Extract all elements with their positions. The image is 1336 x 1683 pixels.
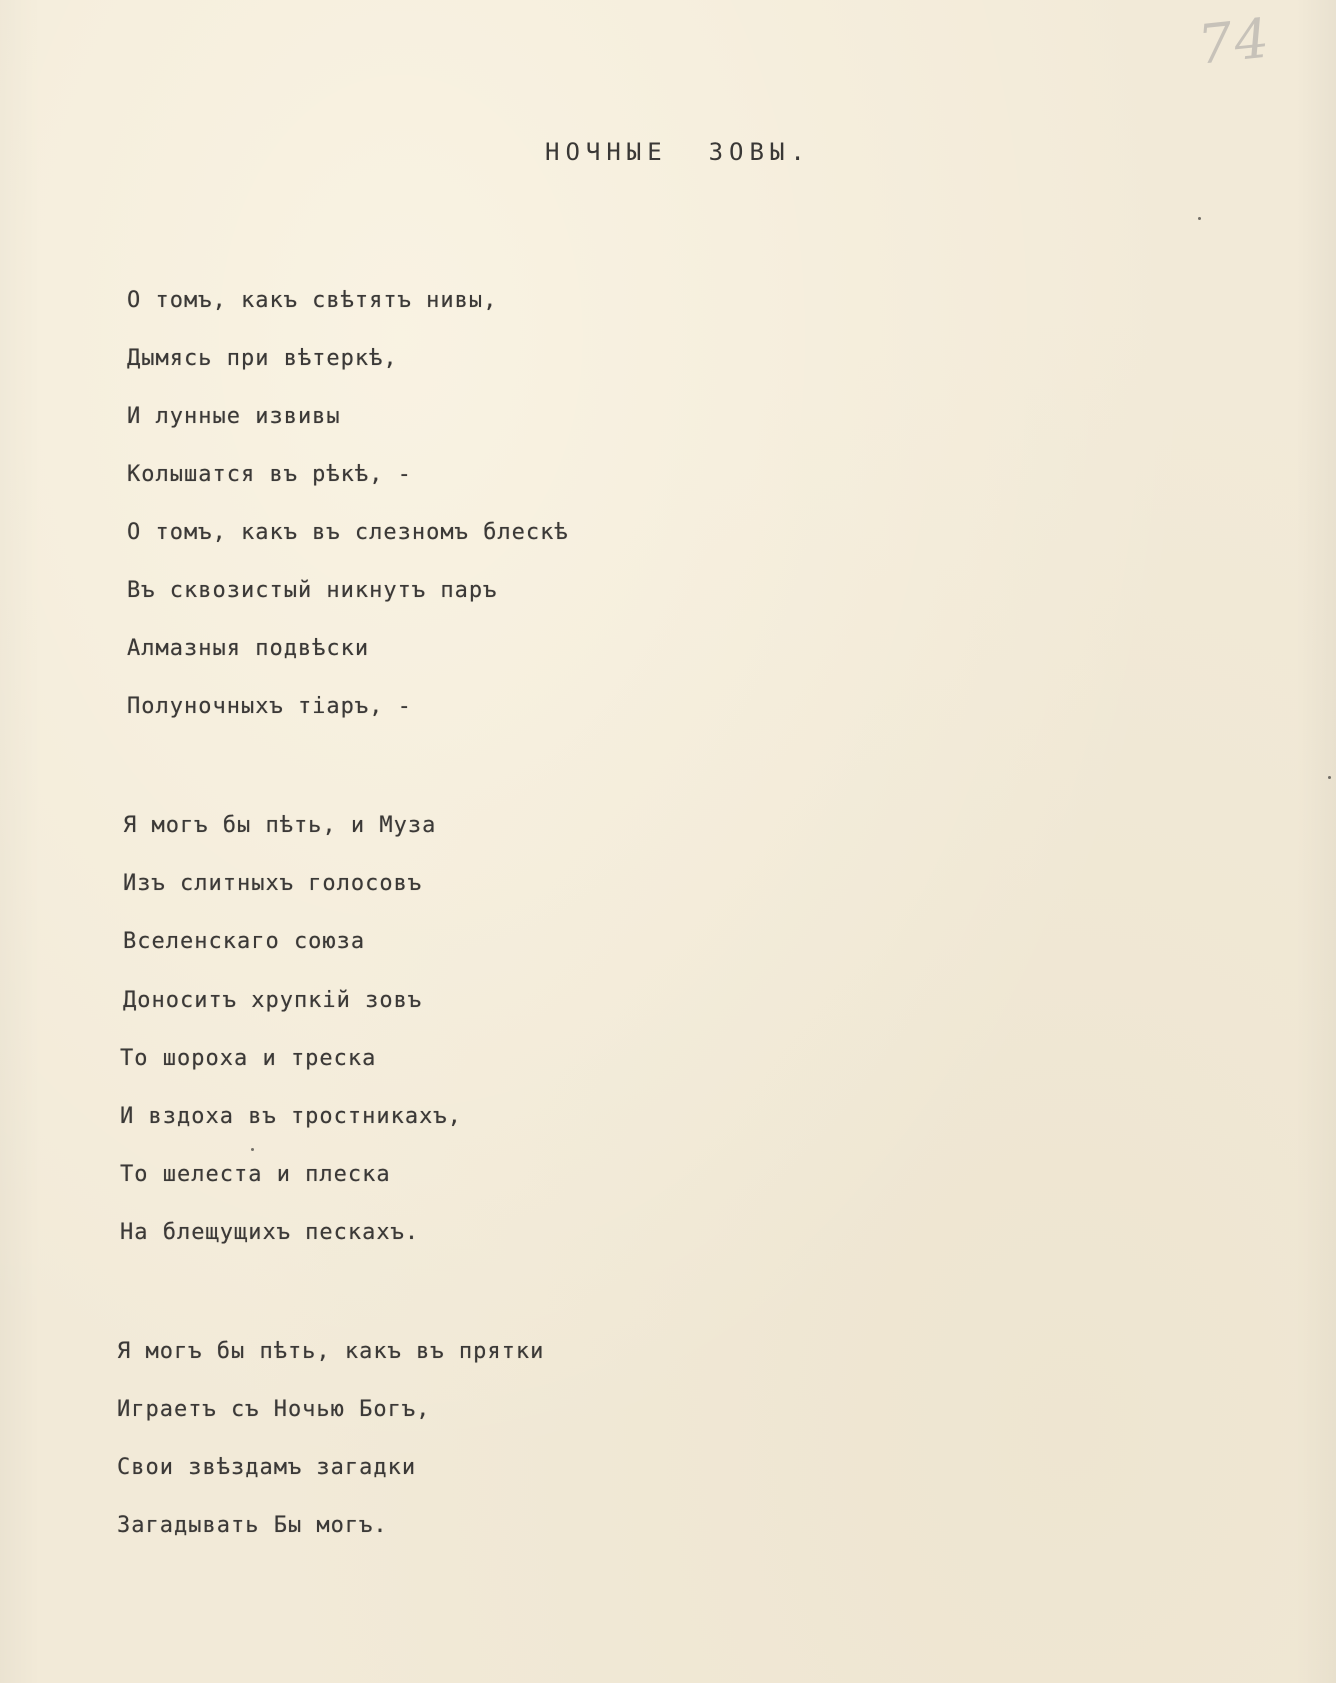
stanza-1-line-2: Дымясь при вѣтеркѣ, [127,346,398,371]
stanza-2-line-6: И вздоха въ тростникахъ, [120,1104,462,1129]
stanza-2-line-2: Изъ слитныхъ голосовъ [123,871,423,896]
stanza-3-line-1: Я могъ бы пѣть, какъ въ прятки [117,1339,545,1364]
stanza-1-line-1: О томъ, какъ свѣтятъ нивы, [127,288,498,313]
stanza-3-line-3: Свои звѣздамъ загадки [117,1455,417,1480]
paper-speck [1328,776,1331,779]
poem-title: НОЧНЫЕ ЗОВЫ. [545,138,811,166]
stanza-2-line-8: На блещущихъ пескахъ. [120,1220,420,1245]
stanza-3-line-4: Загадывать Бы могъ. [117,1513,388,1538]
stanza-1-line-6: Въ сквозистый никнутъ паръ [127,578,498,603]
stanza-2-line-1: Я могъ бы пѣть, и Муза [123,813,437,838]
stanza-1-line-3: И лунные извивы [127,404,341,429]
stanza-2-line-4: Доноситъ хрупкiй зовъ [123,988,423,1013]
stanza-2-line-5: То шороха и треска [120,1046,377,1071]
paper-speck [251,1148,254,1151]
stanza-1-line-4: Колышатся въ рѣкѣ, - [127,462,412,487]
stanza-3-line-2: Играетъ съ Ночью Богъ, [117,1397,431,1422]
paper-speck [1198,217,1201,220]
handwritten-page-number: 74 [1194,6,1274,77]
stanza-2-line-7: То шелеста и плеска [120,1162,391,1187]
stanza-1-line-7: Алмазныя подвѣски [127,636,370,661]
stanza-1-line-5: О томъ, какъ въ слезномъ блескѣ [127,520,569,545]
stanza-1-line-8: Полуночныхъ тiаръ, - [127,694,412,719]
stanza-2-line-3: Вселенскаго союза [123,929,366,954]
